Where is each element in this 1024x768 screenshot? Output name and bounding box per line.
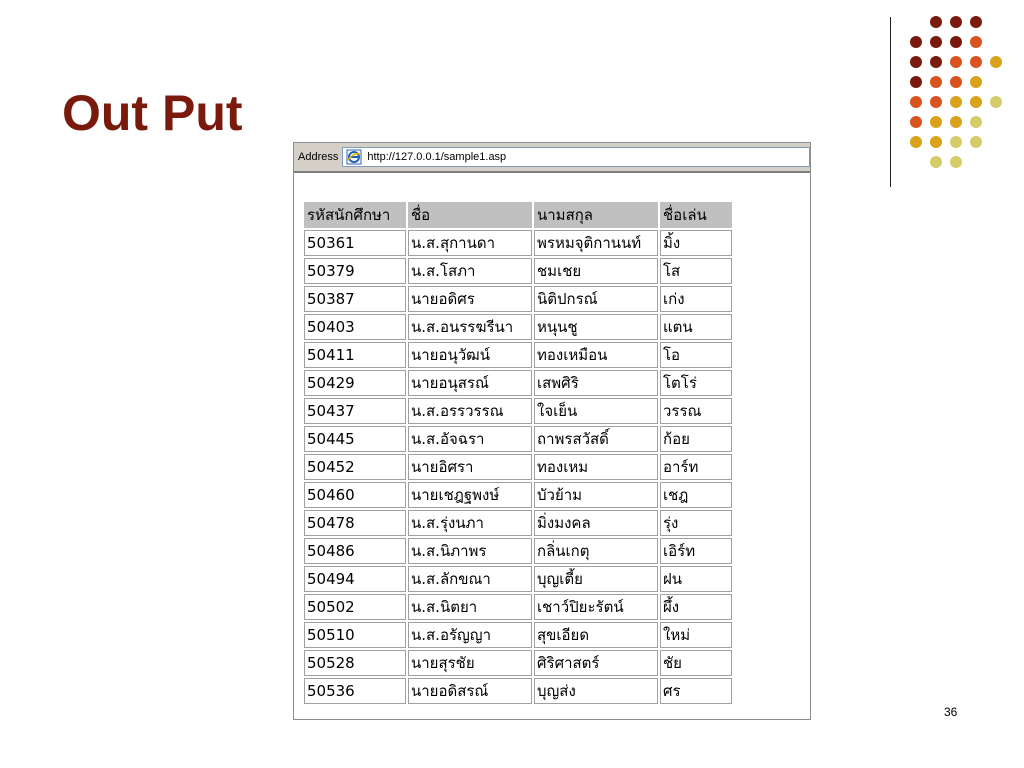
decorative-dot <box>930 76 942 88</box>
decorative-dot <box>970 116 982 128</box>
cell-nickname: ก้อย <box>660 426 732 452</box>
cell-first-name: น.ส.นิตยา <box>408 594 532 620</box>
cell-last-name: บุญส่ง <box>534 678 658 704</box>
cell-last-name: บุญเตี้ย <box>534 566 658 592</box>
cell-first-name: น.ส.รุ่งนภา <box>408 510 532 536</box>
cell-first-name: นายสุรชัย <box>408 650 532 676</box>
cell-student-id: 50478 <box>304 510 406 536</box>
title-divider <box>890 17 891 187</box>
slide-title: Out Put <box>62 85 243 141</box>
table-row <box>304 370 732 396</box>
table-row <box>304 230 732 256</box>
browser-window <box>293 142 811 720</box>
cell-first-name: น.ส.อัจฉรา <box>408 426 532 452</box>
cell-first-name: นายอดิสรณ์ <box>408 678 532 704</box>
cell-student-id: 50403 <box>304 314 406 340</box>
cell-student-id: 50536 <box>304 678 406 704</box>
table-row <box>304 594 732 620</box>
cell-last-name: เสพศิริ <box>534 370 658 396</box>
cell-nickname: ผึ้ง <box>660 594 732 620</box>
decorative-dot <box>950 16 962 28</box>
cell-first-name: น.ส.อรัญญา <box>408 622 532 648</box>
decorative-dot <box>970 36 982 48</box>
cell-first-name: นายอิศรา <box>408 454 532 480</box>
address-bar <box>294 143 810 172</box>
cell-last-name: มิ่งมงคล <box>534 510 658 536</box>
decorative-dot <box>930 16 942 28</box>
cell-nickname: ฝน <box>660 566 732 592</box>
cell-last-name: พรหมจุติกานนท์ <box>534 230 658 256</box>
decorative-dot <box>950 156 962 168</box>
cell-first-name: น.ส.โสภา <box>408 258 532 284</box>
students-table <box>302 200 734 706</box>
cell-nickname: อาร์ท <box>660 454 732 480</box>
cell-nickname: แตน <box>660 314 732 340</box>
header-student-id: รหัสนักศึกษา <box>304 202 406 228</box>
decorative-dot <box>970 16 982 28</box>
cell-student-id: 50411 <box>304 342 406 368</box>
decorative-dot <box>950 136 962 148</box>
table-row <box>304 510 732 536</box>
decorative-dot <box>930 136 942 148</box>
cell-nickname: ชัย <box>660 650 732 676</box>
decorative-dot <box>970 56 982 68</box>
header-first-name: ชื่อ <box>408 202 532 228</box>
cell-last-name: ใจเย็น <box>534 398 658 424</box>
decorative-dot <box>930 116 942 128</box>
cell-nickname: โส <box>660 258 732 284</box>
cell-last-name: ทองเหม <box>534 454 658 480</box>
cell-nickname: เก่ง <box>660 286 732 312</box>
cell-student-id: 50437 <box>304 398 406 424</box>
cell-last-name: ทองเหมือน <box>534 342 658 368</box>
table-row <box>304 426 732 452</box>
cell-first-name: น.ส.ลักขณา <box>408 566 532 592</box>
table-row <box>304 538 732 564</box>
cell-last-name: บัวย้าม <box>534 482 658 508</box>
decorative-dot-grid <box>900 12 1010 172</box>
decorative-dot <box>950 76 962 88</box>
decorative-dot <box>910 136 922 148</box>
cell-first-name: นายเชฎฐพงษ์ <box>408 482 532 508</box>
cell-last-name: ศิริศาสตร์ <box>534 650 658 676</box>
cell-nickname: โอ <box>660 342 732 368</box>
cell-first-name: นายอนุสรณ์ <box>408 370 532 396</box>
cell-last-name: ถาพรสวัสดิ์ <box>534 426 658 452</box>
decorative-dot <box>910 76 922 88</box>
address-input[interactable] <box>342 147 810 167</box>
table-row <box>304 454 732 480</box>
cell-student-id: 50494 <box>304 566 406 592</box>
cell-first-name: น.ส.นิภาพร <box>408 538 532 564</box>
page-number: 36 <box>944 705 958 719</box>
table-row <box>304 678 732 704</box>
decorative-dot <box>990 56 1002 68</box>
cell-student-id: 50452 <box>304 454 406 480</box>
decorative-dot <box>910 56 922 68</box>
table-row <box>304 286 732 312</box>
cell-nickname: มิ้ง <box>660 230 732 256</box>
header-nickname: ชื่อเล่น <box>660 202 732 228</box>
decorative-dot <box>930 36 942 48</box>
ie-page-icon <box>346 149 362 165</box>
decorative-dot <box>930 96 942 108</box>
table-row <box>304 258 732 284</box>
cell-nickname: ใหม่ <box>660 622 732 648</box>
cell-nickname: รุ่ง <box>660 510 732 536</box>
decorative-dot <box>950 116 962 128</box>
cell-student-id: 50528 <box>304 650 406 676</box>
cell-nickname: วรรณ <box>660 398 732 424</box>
header-last-name: นามสกุล <box>534 202 658 228</box>
cell-first-name: น.ส.อรรวรรณ <box>408 398 532 424</box>
decorative-dot <box>970 136 982 148</box>
table-row <box>304 650 732 676</box>
decorative-dot <box>930 56 942 68</box>
decorative-dot <box>970 76 982 88</box>
cell-nickname: โตโร่ <box>660 370 732 396</box>
table-row <box>304 398 732 424</box>
cell-nickname: เชฎ <box>660 482 732 508</box>
decorative-dot <box>930 156 942 168</box>
page-content <box>294 172 810 719</box>
cell-student-id: 50486 <box>304 538 406 564</box>
cell-nickname: ศร <box>660 678 732 704</box>
cell-last-name: กลิ่นเกตุ <box>534 538 658 564</box>
decorative-dot <box>950 36 962 48</box>
cell-last-name: หนุนชู <box>534 314 658 340</box>
cell-last-name: ชมเชย <box>534 258 658 284</box>
decorative-dot <box>910 116 922 128</box>
cell-last-name: นิติปกรณ์ <box>534 286 658 312</box>
decorative-dot <box>950 96 962 108</box>
cell-nickname: เอิร์ท <box>660 538 732 564</box>
address-label: Address <box>298 151 339 163</box>
cell-first-name: นายอดิศร <box>408 286 532 312</box>
table-header-row <box>304 202 732 228</box>
decorative-dot <box>950 56 962 68</box>
decorative-dot <box>910 36 922 48</box>
table-row <box>304 482 732 508</box>
cell-student-id: 50361 <box>304 230 406 256</box>
cell-first-name: นายอนุวัฒน์ <box>408 342 532 368</box>
cell-student-id: 50387 <box>304 286 406 312</box>
cell-student-id: 50445 <box>304 426 406 452</box>
table-row <box>304 622 732 648</box>
decorative-dot <box>910 96 922 108</box>
address-url: http://127.0.0.1/sample1.asp <box>367 151 507 163</box>
cell-student-id: 50460 <box>304 482 406 508</box>
cell-student-id: 50502 <box>304 594 406 620</box>
decorative-dot <box>990 96 1002 108</box>
cell-student-id: 50510 <box>304 622 406 648</box>
table-row <box>304 566 732 592</box>
cell-student-id: 50429 <box>304 370 406 396</box>
cell-first-name: น.ส.สุกานดา <box>408 230 532 256</box>
decorative-dot <box>970 96 982 108</box>
cell-last-name: เชาว์ปิยะรัตน์ <box>534 594 658 620</box>
table-row <box>304 314 732 340</box>
cell-last-name: สุขเอียด <box>534 622 658 648</box>
table-row <box>304 342 732 368</box>
cell-first-name: น.ส.อนรรฆรีนา <box>408 314 532 340</box>
cell-student-id: 50379 <box>304 258 406 284</box>
